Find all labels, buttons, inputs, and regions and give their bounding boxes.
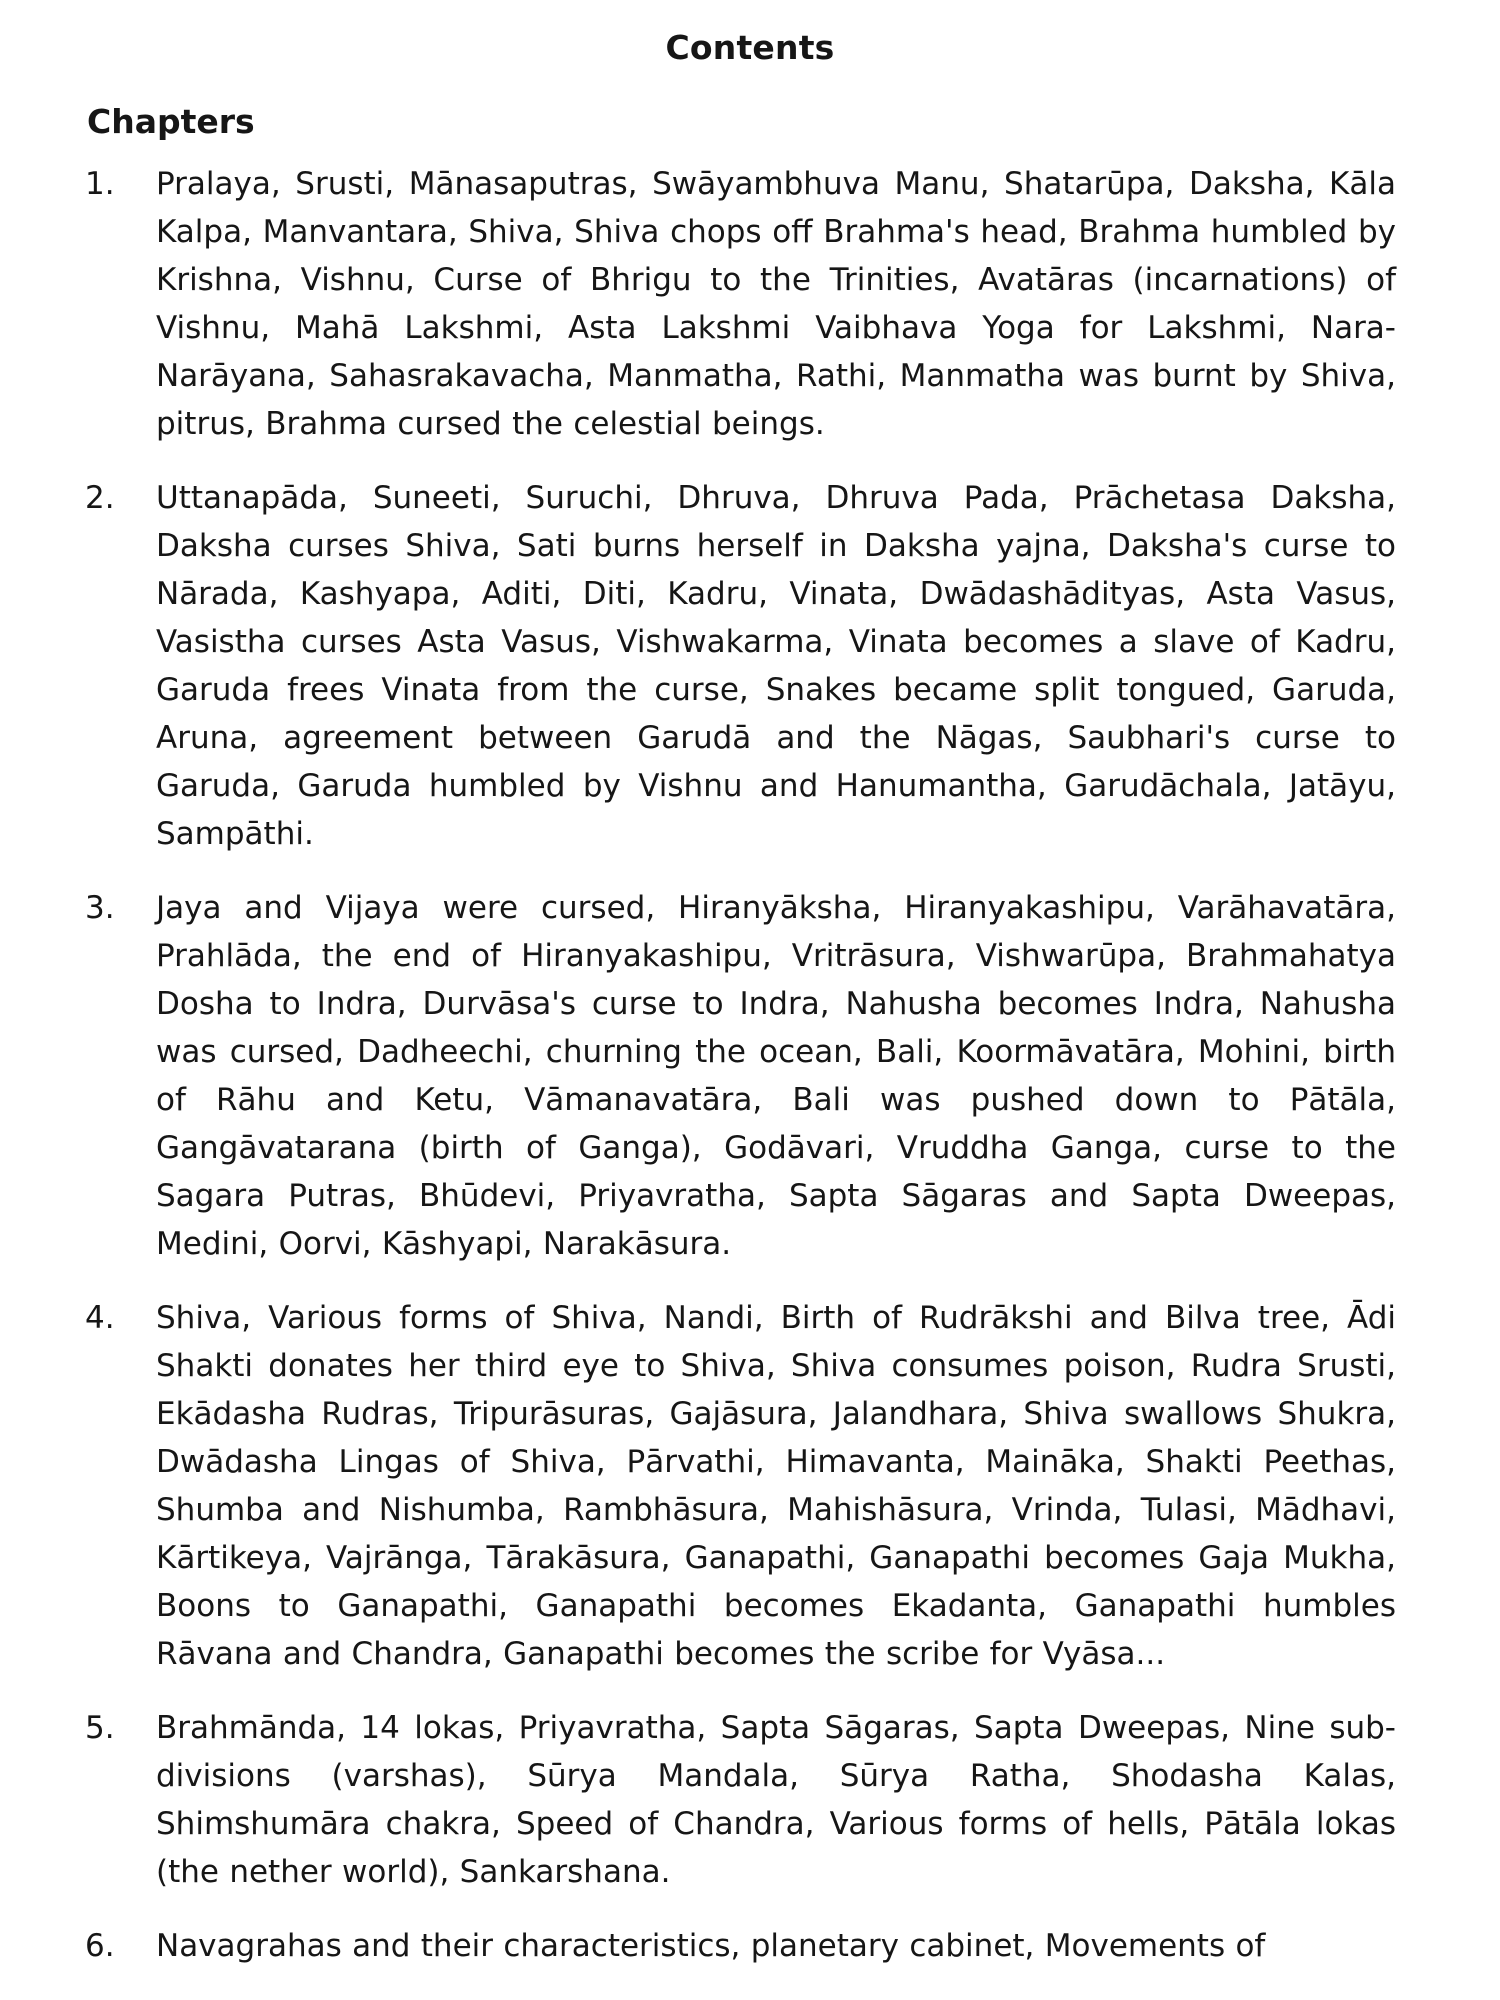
chapter-topics: Jaya and Vijaya were cursed, Hiranyāksha, Hiranyakashipu, Varāhavatāra, Prahlāda, the end of Hiranyakashipu, Vritrāsura, Vishwarūpa, Brahmahatya Dosha to Indra, Durvāsa's curse to Indra, Nahusha becomes Indra, Nahusha was cursed, Dadheechi, churning the ocean, Bali, Koormāvatāra, Mohini, birth of Rāhu and Ketu, Vāmanavatāra, Bali was pushed down to Pātāla, Gangāvatarana (birth of Ganga), Godāvari, Vruddha Ganga, curse to the Sagara Putras, Bhūdevi, Priyavratha, Sapta Sāgaras and Sapta Dweepas, Medini, Oorvi, Kāshyapi, Narakāsura.: [156, 890, 1396, 1262]
chapter-list: [0, 160, 1500, 1996]
chapter-number: 3.: [85, 890, 115, 926]
chapter-entry-3: [0, 884, 1500, 1268]
chapter-entry-2: [0, 474, 1500, 858]
chapter-topics: Uttanapāda, Suneeti, Suruchi, Dhruva, Dhruva Pada, Prāchetasa Daksha, Daksha curses Shiva, Sati burns herself in Daksha yajna, Daksha's curse to Nārada, Kashyapa, Aditi, Diti, Kadru, Vinata, Dwādashādityas, Asta Vasus, Vasistha curses Asta Vasus, Vishwakarma, Vinata becomes a slave of Kadru, Garuda frees Vinata from the curse, Snakes became split tongued, Garuda, Aruna, agreement between Garudā and the Nāgas, Saubhari's curse to Garuda, Garuda humbled by Vishnu and Hanumantha, Garudāchala, Jatāyu, Sampāthi.: [156, 480, 1396, 852]
chapter-topics: Brahmānda, 14 lokas, Priyavratha, Sapta Sāgaras, Sapta Dweepas, Nine sub-divisions (varshas), Sūrya Mandala, Sūrya Ratha, Shodasha Kalas, Shimshumāra chakra, Speed of Chandra, Various forms of hells, Pātāla lokas (the nether world), Sankarshana.: [156, 1710, 1396, 1890]
chapter-number: 4.: [85, 1300, 115, 1336]
chapter-entry-5: [0, 1704, 1500, 1896]
chapters-heading: Chapters: [87, 102, 255, 141]
chapter-entry-1: [0, 160, 1500, 448]
chapter-number: 1.: [85, 166, 115, 202]
chapter-topics: Shiva, Various forms of Shiva, Nandi, Birth of Rudrākshi and Bilva tree, Ādi Shakti donates her third eye to Shiva, Shiva consumes poison, Rudra Srusti, Ekādasha Rudras, Tripurāsuras, Gajāsura, Jalandhara, Shiva swallows Shukra, Dwādasha Lingas of Shiva, Pārvathi, Himavanta, Maināka, Shakti Peethas, Shumba and Nishumba, Rambhāsura, Mahishāsura, Vrinda, Tulasi, Mādhavi, Kārtikeya, Vajrānga, Tārakāsura, Ganapathi, Ganapathi becomes Gaja Mukha, Boons to Ganapathi, Ganapathi becomes Ekadanta, Ganapathi humbles Rāvana and Chandra, Ganapathi becomes the scribe for Vyāsa...: [156, 1300, 1396, 1672]
chapter-topics: Pralaya, Srusti, Mānasaputras, Swāyambhuva Manu, Shatarūpa, Daksha, Kāla Kalpa, Manvantara, Shiva, Shiva chops off Brahma's head, Brahma humbled by Krishna, Vishnu, Curse of Bhrigu to the Trinities, Avatāras (incarnations) of Vishnu, Mahā Lakshmi, Asta Lakshmi Vaibhava Yoga for Lakshmi, Nara-Narāyana, Sahasrakavacha, Manmatha, Rathi, Manmatha was burnt by Shiva, pitrus, Brahma cursed the celestial beings.: [156, 166, 1396, 442]
chapter-entry-4: [0, 1294, 1500, 1678]
chapter-number: 2.: [85, 480, 115, 516]
chapter-number: 6.: [85, 1928, 115, 1964]
chapter-topics: Navagrahas and their characteristics, planetary cabinet, Movements of: [156, 1928, 1266, 1964]
page-title: Contents: [665, 28, 835, 67]
chapter-entry-6: [0, 1922, 1500, 1970]
chapter-number: 5.: [85, 1710, 115, 1746]
